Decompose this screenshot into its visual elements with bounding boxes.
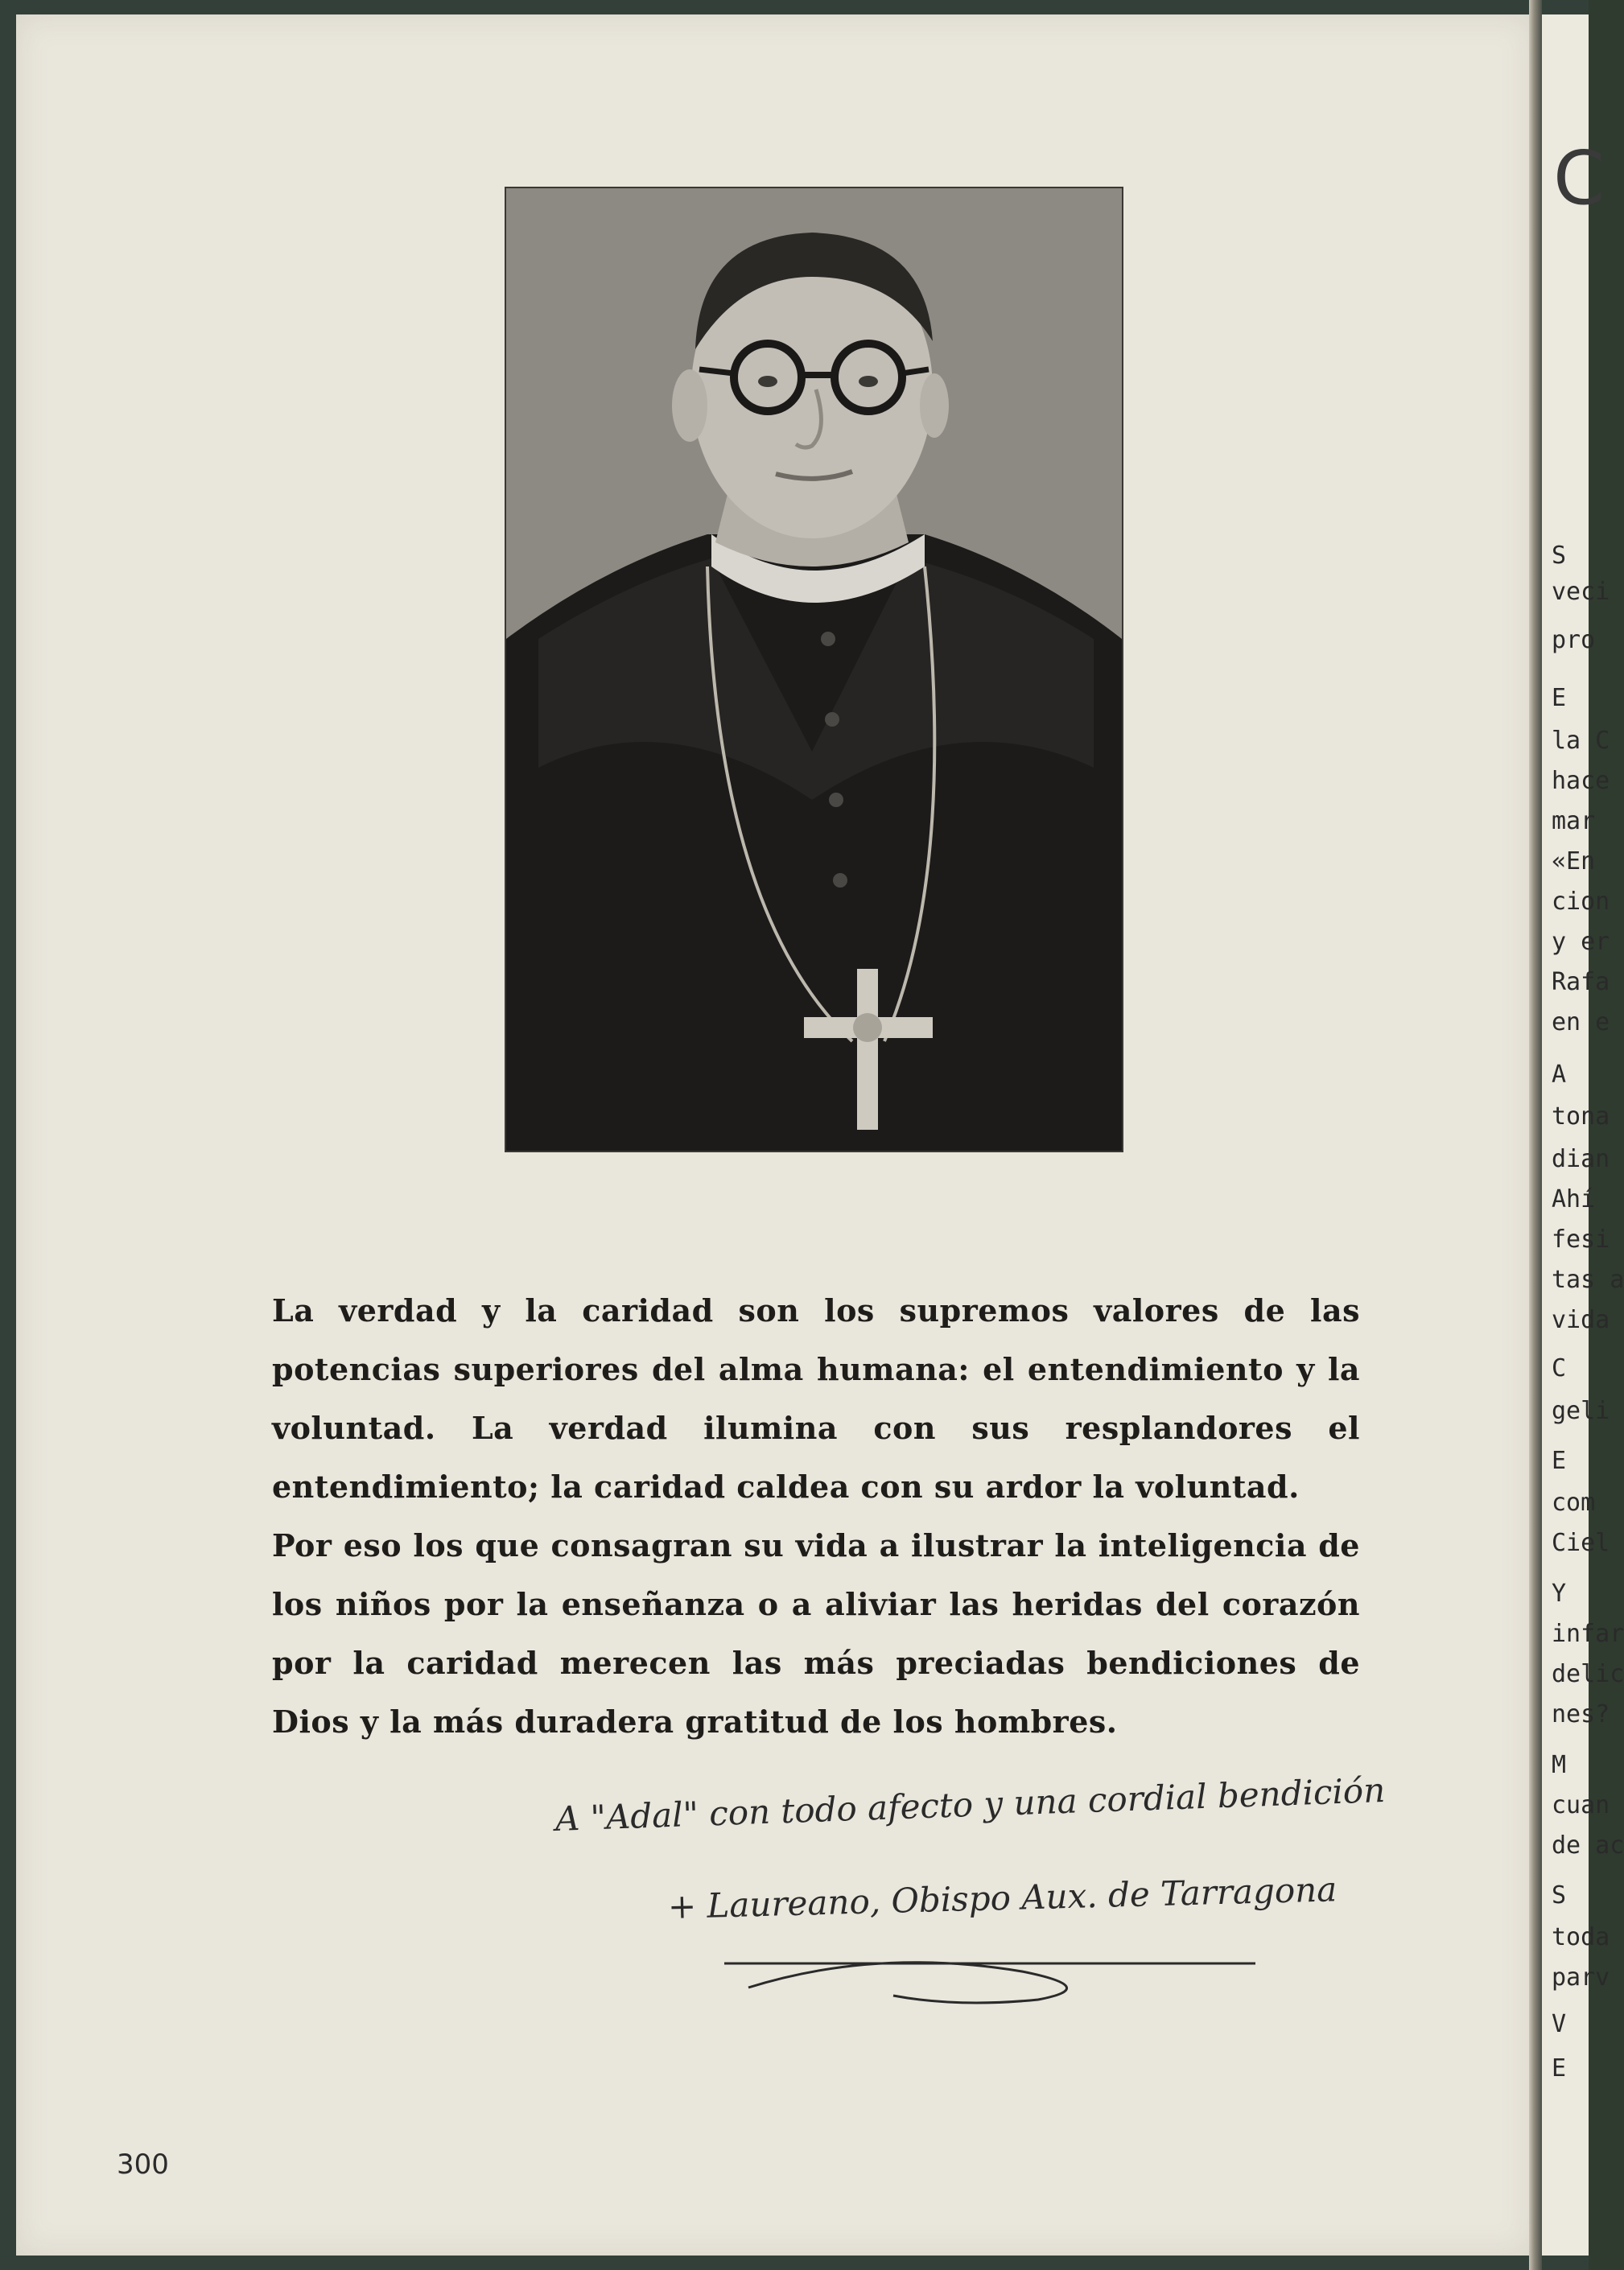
right-page-line: Ahí bbox=[1552, 1185, 1596, 1213]
right-page-line: «En bbox=[1552, 847, 1596, 875]
right-page-line: dian bbox=[1552, 1145, 1610, 1173]
right-page-line: mar bbox=[1552, 807, 1596, 835]
right-page-line: hace bbox=[1552, 767, 1610, 795]
bishop-portrait-photo bbox=[505, 187, 1123, 1152]
right-page-line: fesi bbox=[1552, 1226, 1610, 1254]
right-page-line: pro bbox=[1552, 626, 1596, 654]
right-page-line: geli bbox=[1552, 1397, 1610, 1425]
right-page-line: Y bbox=[1552, 1580, 1567, 1608]
page-number: 300 bbox=[117, 2148, 169, 2181]
right-page-line: S bbox=[1552, 1881, 1567, 1910]
right-page-line: en e bbox=[1552, 1008, 1610, 1036]
right-page-line: Ciel bbox=[1552, 1529, 1610, 1557]
portrait-illustration bbox=[506, 188, 1122, 1151]
right-page-line: V bbox=[1552, 2010, 1567, 2038]
right-page-line: delic bbox=[1552, 1660, 1624, 1688]
book-gutter bbox=[1529, 0, 1542, 2270]
handwritten-dedication: A "Adal" con todo afecto y una cordial bendición bbox=[554, 1770, 1386, 1839]
quote-paragraph-1: La verdad y la caridad son los supremos valores de las potencias superiores del alma humana: el entendimiento y la voluntad. La verdad ilumina con sus resplandores el entendimiento; la caridad caldea con su ardor la voluntad. bbox=[272, 1292, 1360, 1505]
right-page-line: nes? bbox=[1552, 1700, 1610, 1728]
right-page-line: la C bbox=[1552, 727, 1610, 755]
handwritten-signature: + Laureano, Obispo Aux. de Tarragona bbox=[667, 1869, 1338, 1926]
right-page-line: y er bbox=[1552, 928, 1610, 956]
right-page-line: M bbox=[1552, 1751, 1567, 1779]
right-page-line: cion bbox=[1552, 888, 1610, 916]
right-page-line: cuan bbox=[1552, 1791, 1610, 1819]
right-page bbox=[1542, 14, 1624, 2256]
right-page-line: parv bbox=[1552, 1963, 1610, 1992]
right-page-line: C bbox=[1552, 1354, 1567, 1382]
right-page-line: A bbox=[1552, 1061, 1567, 1089]
quote-text bbox=[272, 1281, 1360, 1751]
right-page-line: Rafa bbox=[1552, 968, 1610, 996]
signature-flourish bbox=[716, 1931, 1263, 2012]
right-page-line: S bbox=[1552, 542, 1567, 570]
right-page-line: toda bbox=[1552, 1923, 1610, 1951]
right-page-line: vida bbox=[1552, 1306, 1610, 1334]
right-page-line: E bbox=[1552, 684, 1567, 712]
right-page-line: tas a bbox=[1552, 1266, 1624, 1294]
right-page-line: com bbox=[1552, 1489, 1596, 1517]
right-page-line: tona bbox=[1552, 1102, 1610, 1131]
right-page-line: veci bbox=[1552, 578, 1610, 606]
right-page-line: de ac bbox=[1552, 1831, 1624, 1860]
right-page-line: E bbox=[1552, 2054, 1567, 2083]
right-page-heading: C bbox=[1553, 135, 1605, 221]
quote-paragraph-2: Por eso los que consagran su vida a ilustrar la inteligencia de los niños por la enseñanza o a aliviar las heridas del corazón por la caridad merecen las más preciadas bendiciones de Dios y la más duradera gratitud de los hombres. bbox=[272, 1527, 1360, 1740]
right-page-line: E bbox=[1552, 1447, 1567, 1475]
right-page-line: infar bbox=[1552, 1620, 1624, 1648]
